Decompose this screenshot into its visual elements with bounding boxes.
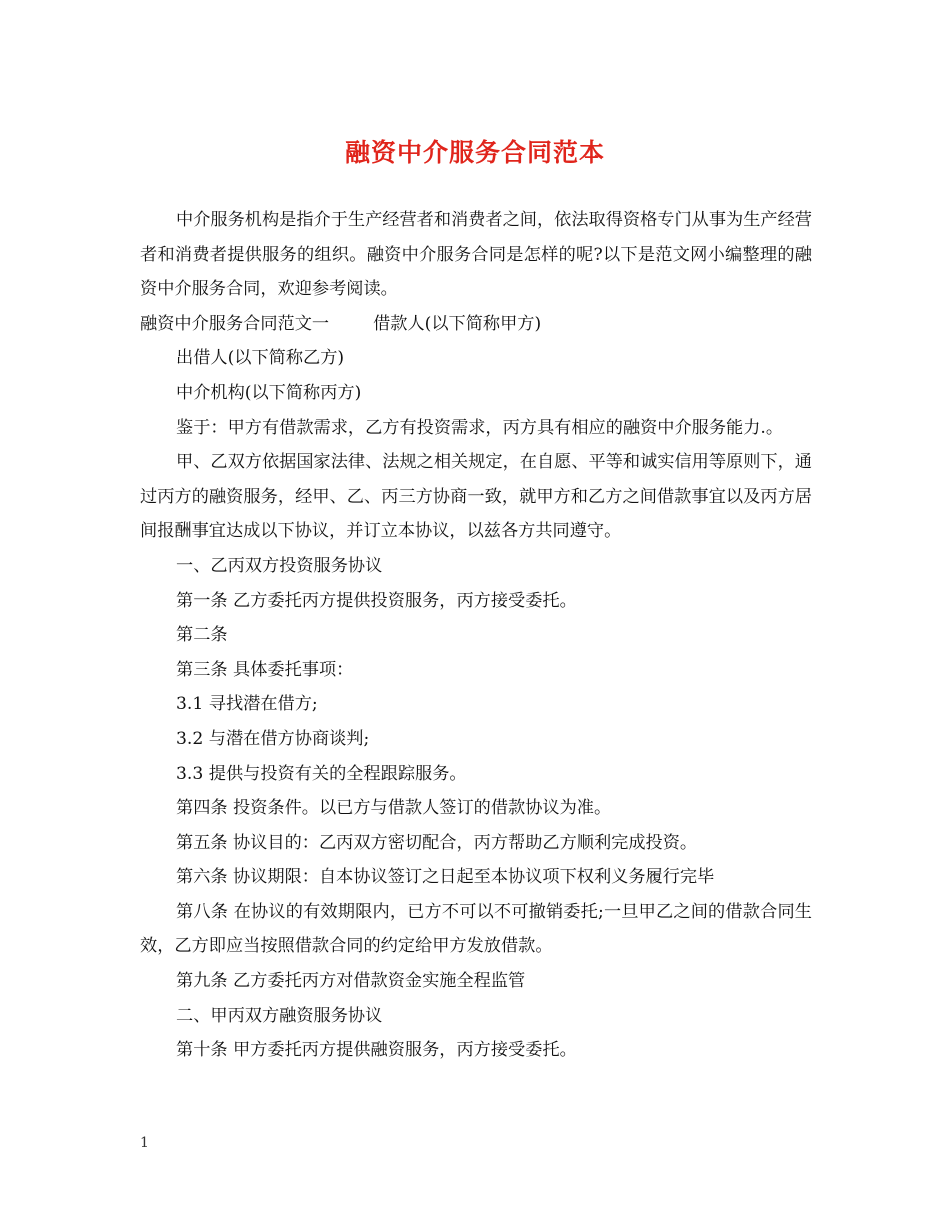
item-3-2: 3.2 与潜在借方协商谈判; [176, 728, 370, 749]
section-2-title: 二、甲丙双方融资服务协议 [176, 1005, 383, 1026]
whereas-paragraph: 鉴于：甲方有借款需求，乙方有投资需求，丙方具有相应的融资中介服务能力.。 [176, 417, 784, 438]
article-4: 第四条 投资条件。以已方与借款人签订的借款协议为准。 [176, 798, 612, 819]
article-6: 第六条 协议期限：自本协议签订之日起至本协议项下权利义务履行完毕 [176, 867, 715, 888]
page-number: 1 [140, 1135, 149, 1151]
document-body [140, 203, 812, 1068]
article-9: 第九条 乙方委托丙方对借款资金实施全程监管 [176, 971, 526, 992]
article-10: 第十条 甲方委托丙方提供融资服务，丙方接受委托。 [176, 1040, 577, 1061]
article-5: 第五条 协议目的：乙丙双方密切配合，丙方帮助乙方顺利完成投资。 [176, 832, 698, 853]
lender-party: 出借人(以下简称乙方) [176, 348, 345, 369]
article-3: 第三条 具体委托事项： [176, 659, 354, 680]
intermediary-party: 中介机构(以下简称丙方) [176, 382, 362, 403]
section-1-title: 一、乙丙双方投资服务协议 [176, 555, 383, 576]
sample-heading-line [140, 307, 812, 342]
article-8: 第八条 在协议的有效期限内，已方不可以不可撤销委托;一旦甲乙之间的借款合同生效，乙方即应当按照借款合同的约定给甲方发放借款。 [140, 901, 812, 957]
agreement-basis-paragraph: 甲、乙双方依据国家法律、法规之相关规定，在自愿、平等和诚实信用等原则下，通过丙方的融资服务，经甲、乙、丙三方协商一致，就甲方和乙方之间借款事宜以及丙方居间报酬事宜达成以下协议，并订立本协议，以兹各方共同遵守。 [140, 452, 812, 542]
article-1: 第一条 乙方委托丙方提供投资服务，丙方接受委托。 [176, 590, 577, 611]
item-3-1: 3.1 寻找潜在借方; [176, 694, 318, 715]
sample-heading: 融资中介服务合同范文一 [140, 313, 330, 334]
document-title: 融资中介服务合同范本 [344, 138, 605, 167]
intro-paragraph: 中介服务机构是指介于生产经营者和消费者之间，依法取得资格专门从事为生产经营者和消费者提供服务的组织。融资中介服务合同是怎样的呢?以下是范文网小编整理的融资中介服务合同，欢迎参考阅读。 [140, 210, 812, 300]
borrower-party: 借款人(以下简称甲方) [373, 313, 542, 334]
article-2: 第二条 [176, 625, 228, 646]
item-3-3: 3.3 提供与投资有关的全程跟踪服务。 [176, 763, 467, 784]
